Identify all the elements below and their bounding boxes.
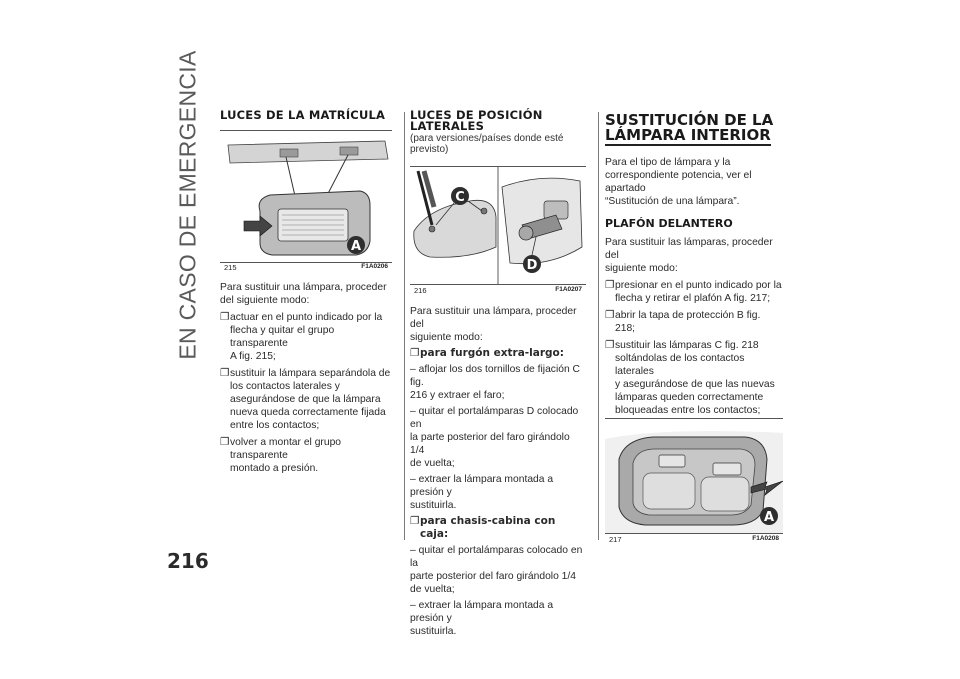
- figure-code: F1A0207: [555, 286, 582, 293]
- step-line: sustituirla.: [410, 500, 457, 511]
- checkbox-bullet-icon: ❐: [410, 516, 420, 527]
- section-heading-line2: LÁMPARA INTERIOR: [605, 126, 771, 144]
- figure-code: F1A0206: [361, 263, 388, 270]
- list-title: para furgón extra-largo:: [420, 347, 564, 359]
- list-item: [220, 311, 392, 363]
- column-side-position-lights: [410, 110, 586, 155]
- section-side-title-text: EN CASO DE EMERGENCIA: [174, 50, 201, 360]
- list-line: flecha y retirar el plafón A fig. 217;: [615, 293, 771, 304]
- step-line: – aflojar los dos tornillos de fijación C fig.: [410, 364, 580, 388]
- list-line: montado a presión.: [230, 463, 319, 474]
- list-line: entre los contactos;: [230, 420, 320, 431]
- list-line: bloqueadas entre los contactos;: [615, 405, 761, 416]
- list-line: actuar en el punto indicado por la: [230, 312, 383, 323]
- list-item: [605, 309, 783, 335]
- section-heading-line2: LATERALES: [410, 119, 485, 133]
- list-line: y asegurándose de que las nuevas: [615, 379, 775, 390]
- checkbox-bullet-icon: ❐: [605, 340, 615, 351]
- page-number: 216: [167, 549, 209, 573]
- list-line: abrir la tapa de protección B fig. 218;: [615, 310, 761, 334]
- section-heading-line1: SUSTITUCIÓN DE LA: [605, 111, 774, 129]
- callout-a: A: [763, 510, 775, 525]
- intro-line: correspondiente potencia, ver el apartado: [605, 170, 752, 194]
- step-line: – quitar el portalámparas colocado en la: [410, 545, 583, 569]
- step-line: parte posterior del faro girándolo 1/4: [410, 571, 576, 582]
- figure-number: 217: [609, 535, 622, 544]
- subheading-line: (para versiones/países donde esté: [410, 133, 564, 144]
- list-line: asegurándose de que la lámpara: [230, 394, 381, 405]
- list-item: [220, 367, 392, 432]
- list-item: [410, 515, 586, 541]
- list-line: los contactos laterales y: [230, 381, 340, 392]
- step-line: – extraer la lámpara montada a presión y: [410, 600, 554, 624]
- side-light-illustration: [410, 167, 586, 284]
- step-line: 216 y extraer el faro;: [410, 390, 505, 401]
- step-line: la parte posterior del faro girándolo 1/4: [410, 432, 570, 456]
- list-line: A fig. 215;: [230, 351, 276, 362]
- subsection-heading: PLAFÓN DELANTERO: [605, 217, 733, 230]
- section-side-title: [168, 50, 208, 360]
- step-line: de vuelta;: [410, 458, 455, 469]
- figure-215: [220, 130, 392, 272]
- intro-line: Para sustituir las lámparas, proceder del: [605, 237, 773, 261]
- figure-216: [410, 166, 586, 295]
- figure-number: 216: [414, 286, 427, 295]
- step-line: de vuelta;: [410, 584, 455, 595]
- intro-line: Para el tipo de lámpara y la: [605, 157, 731, 168]
- checkbox-bullet-icon: ❐: [605, 280, 615, 291]
- list-item: [605, 339, 783, 417]
- col2-body: [410, 305, 586, 638]
- subheading-line: previsto): [410, 144, 449, 155]
- section-heading-line2-wrap: [605, 128, 783, 146]
- col1-body: [220, 281, 392, 475]
- checkbox-bullet-icon: ❐: [220, 368, 230, 379]
- list-line: lámparas queden correctamente: [615, 392, 764, 403]
- column-divider: [598, 112, 599, 540]
- list-line: nueva queda correctamente fijada: [230, 407, 386, 418]
- intro-line: Para sustituir una lámpara, proceder del: [410, 306, 577, 330]
- interior-lamp-illustration: [605, 419, 783, 533]
- list-line: sustituir las lámparas C fig. 218: [615, 340, 759, 351]
- figure-code: F1A0208: [752, 535, 779, 542]
- step-line: – extraer la lámpara montada a presión y: [410, 474, 554, 498]
- list-line: presionar en el punto indicado por la: [615, 280, 782, 291]
- callout-c: C: [455, 190, 465, 205]
- section-heading-line1: LUCES DE POSICIÓN: [410, 108, 543, 122]
- checkbox-bullet-icon: ❐: [220, 437, 230, 448]
- checkbox-bullet-icon: ❐: [410, 348, 420, 359]
- intro-line: siguiente modo:: [605, 263, 678, 274]
- step-line: – quitar el portalámparas D colocado en: [410, 406, 579, 430]
- list-line: soltándolas de los contactos laterales: [615, 353, 745, 377]
- column-divider: [404, 112, 405, 540]
- list-line: flecha y quitar el grupo transparente: [230, 325, 335, 349]
- list-item: [605, 279, 783, 305]
- section-heading: LUCES DE LA MATRÍCULA: [220, 108, 386, 122]
- license-plate-light-illustration: [220, 131, 392, 262]
- list-line: sustituir la lámpara separándola de: [230, 368, 391, 379]
- list-item: [220, 436, 392, 475]
- intro-line: “Sustitución de una lámpara”.: [605, 196, 740, 207]
- step-line: sustituirla.: [410, 626, 457, 637]
- column-license-plate-lights: [220, 110, 392, 121]
- intro-line: Para sustituir una lámpara, proceder: [220, 282, 387, 293]
- callout-a: A: [350, 239, 362, 254]
- callout-d: D: [526, 258, 538, 273]
- figure-217: [605, 418, 783, 544]
- checkbox-bullet-icon: ❐: [220, 312, 230, 323]
- intro-line: siguiente modo:: [410, 332, 483, 343]
- list-item: [410, 347, 586, 360]
- list-line: volver a montar el grupo transparente: [230, 437, 342, 461]
- figure-number: 215: [224, 263, 237, 272]
- intro-line: del siguiente modo:: [220, 295, 310, 306]
- checkbox-bullet-icon: ❐: [605, 310, 615, 321]
- list-title: para chasis-cabina con caja:: [420, 515, 556, 540]
